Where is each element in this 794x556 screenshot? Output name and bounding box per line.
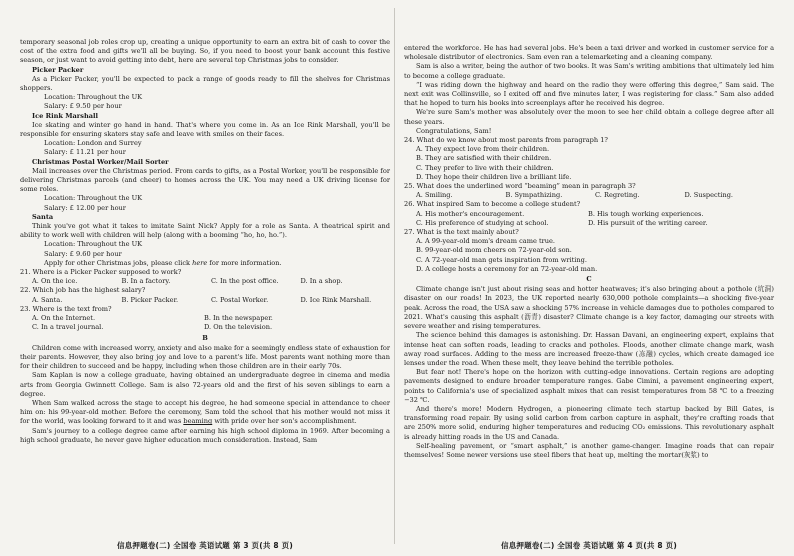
job-description: As a Picker Packer, you'll be expected to pack a range of goods ready to fill the shelves for Christmas shoppers.: [20, 74, 390, 93]
question-22: 22. Which job has the highest salary?: [20, 286, 146, 295]
option: B. In the newspaper.: [204, 314, 273, 323]
options-22: [20, 296, 390, 305]
option: B. His tough working experiences.: [588, 209, 704, 218]
option: D. On the television.: [204, 323, 273, 332]
job-salary: Salary: £ 11.21 per hour: [44, 148, 126, 157]
options-23-row2: [20, 323, 390, 332]
passage-c-paragraph-5: Self-healing pavement, or “smart asphalt,” is another game-changer. Imagine roads that can repair themselves! Some newer versions use steel fibers that heat up, melting the mortar(灰浆) to: [404, 441, 774, 459]
right-page: [404, 0, 774, 556]
passage-b-paragraph-6: “I was riding down the highway and heard on the radio they were offering this degree,” Sam said. The next exit was Collinsville, so I exited off and five minutes later, I was registering for class.” Sam also added that he hoped to turn his books into screenplays after he received his degree.: [404, 80, 774, 108]
passage-b-paragraph-3: [20, 399, 390, 427]
question-25: 25. What does the underlined word “beaming” mean in paragraph 3?: [404, 182, 636, 191]
passage-b-paragraph-2: Sam Kaplan is now a college graduate, having obtained an undergraduate degree in cinema and media arts from Georgia Gwinnett College. Sam is also 72-years old and the first of his seven siblings to earn a degree.: [20, 371, 390, 398]
option: B. Picker Packer.: [121, 295, 179, 304]
options-26-row2: [404, 219, 774, 228]
job-location: Location: London and Surrey: [44, 139, 142, 148]
apply-link[interactable]: here: [192, 258, 208, 267]
option: D. In a shop.: [300, 277, 343, 286]
option: C. Postal Worker.: [211, 295, 269, 304]
apply-line: [20, 259, 390, 268]
text-run: When Sam walked across the stage to accept his degree, he had someone special in attendance to cheer him on: his 99-year-old mother. Before the ceremony, Sam told the school that his mother would not miss it for the world, was looking forward to it and was: [20, 398, 390, 426]
job-location: Location: Throughout the UK: [44, 240, 143, 249]
job-title: Ice Rink Marshall: [32, 111, 99, 120]
page-footer: 信息押题卷(二) 全国卷 英语试题 第 3 页(共 8 页): [117, 540, 293, 550]
section-b-title: B: [202, 333, 208, 342]
text-run: worry, anxiety and also make for a seemingly endless state of exhaustion for their parents. However, they also bring joy and love to a parent's life. Most parents want nothing more than for their children to succeed and be happy, including when those children are in their early 70s.: [20, 343, 391, 371]
option: A. Smiling.: [416, 191, 453, 200]
options-23-row1: [20, 314, 390, 323]
options-26-row1: [404, 210, 774, 219]
passage-b-paragraph-1: [20, 344, 390, 372]
question-27: 27. What is the text mainly about?: [404, 228, 519, 237]
option: C. In the post office.: [211, 277, 279, 286]
passage-b-paragraph-4: Sam's journey to a college degree came after earning his high school diploma in 1969. After becoming a high school graduate, he never gave higher education much consideration. Instead, Sam: [20, 426, 390, 444]
page-divider: [394, 8, 395, 544]
question-21: 21. Where is a Picker Packer supposed to work?: [20, 268, 182, 277]
option: B. 99-year-old mom cheers on 72-year-old son.: [416, 246, 572, 255]
passage-b-paragraph-7: We're sure Sam's mother was absolutely over the moon to see her child obtain a college degree after all these years.: [404, 108, 774, 126]
passage-c-paragraph-2: The science behind this damages is astonishing. Dr. Hassan Davani, an engineering expert, explains that intense heat can soften roads, leading to cracks and potholes. Floods, another climate change mark, wash away road surfaces. Adding to the mess are increased freeze-thaw (冻融) cycles, which create damaged ice lenses under the road. When these melt, they leave behind the terrible potholes.: [404, 331, 774, 367]
job-location: Location: Throughout the UK: [44, 93, 143, 102]
job-title: Santa: [32, 212, 54, 221]
passage-c-paragraph-4: And there's more! Modern Hydrogen, a pioneering climate tech startup backed by Bill Gates, is transforming road repair. By using solid carbon from carbon capture in asphalt, they're crafting roads that are 250% more solid, enduring higher temperatures and reducing CO₂ emissions. This revolutionary asphalt is already hitting roads in the US and Canada.: [404, 404, 774, 441]
option: C. They prefer to live with their children.: [416, 163, 554, 172]
options-21: [20, 277, 390, 286]
passage-c-paragraph-3: But fear not! There's hope on the horizon with cutting-edge innovations. Certain regions are adopting pavements designed to endure broader temperature ranges. Gabe Cimini, a pavement engineering expert, points to California's use of specialized asphalt mixes that can resist temperatures from 58 ℃ to a freezing −32 ℃.: [404, 368, 774, 404]
option: D. They hope their children live a brilliant life.: [416, 172, 572, 181]
job-description: Mail increases over the Christmas period. From cards to gifts, as a Postal Worker, you'll be responsible for delivering Christmas parcels (and cheer) to homes across the UK. You may need a UK driving license for some roles.: [20, 166, 390, 194]
apply-prefix: Apply for other Christmas jobs, please click: [44, 258, 193, 267]
option: A. Santa.: [32, 295, 63, 304]
option: B. They are satisfied with their children.: [416, 154, 552, 163]
section-c-title: C: [586, 275, 592, 284]
option: D. A college hosts a ceremony for an 72-year-old man.: [416, 264, 598, 273]
option: C. In a travel journal.: [32, 323, 104, 332]
underlined-word: beaming: [183, 417, 213, 426]
option: D. His pursuit of the writing career.: [588, 218, 708, 227]
apply-suffix: for more information.: [207, 258, 282, 267]
job-salary: Salary: £ 12.00 per hour: [44, 203, 126, 212]
option: C. A 72-year-old man gets inspiration from writing.: [416, 255, 587, 264]
option: B. Sympathizing.: [505, 191, 563, 200]
option: C. His preference of studying at school.: [416, 218, 549, 227]
passage-b-paragraph-8: Congratulations, Sam!: [416, 126, 492, 135]
job-salary: Salary: £ 9.60 per hour: [44, 249, 122, 258]
passage-b-paragraph-5: Sam is also a writer, being the author of two books. It was Sam's writing ambitions that ultimately led him to become a college graduate.: [404, 62, 774, 80]
text-run: Children come with increased: [32, 343, 133, 352]
job-description: Ice skating and winter go hand in hand. That's where you come in. As an Ice Rink Marshall, you'll be responsible for ensuring skaters stay safe and leave with smiles on their faces.: [20, 120, 390, 139]
option: A. They expect love from their children.: [416, 145, 550, 154]
job-title: Picker Packer: [32, 65, 84, 74]
job-description: Think you've got what it takes to imitate Saint Nick? Apply for a role as Santa. A theatrical spirit and ability to work well with children will help (along with a booming “ho, ho, ho.”).: [20, 222, 390, 240]
option: B. In a factory.: [121, 277, 171, 286]
option: D. Ice Rink Marshall.: [300, 295, 372, 304]
job-location: Location: Throughout the UK: [44, 194, 143, 203]
job-title: Christmas Postal Worker/Mail Sorter: [32, 157, 169, 166]
text-run: with pride over her son's accomplishment.: [212, 417, 357, 426]
left-page: [20, 0, 390, 556]
page-footer: 信息押题卷(二) 全国卷 英语试题 第 4 页(共 8 页): [501, 540, 677, 550]
job-salary: Salary: £ 9.50 per hour: [44, 102, 122, 111]
intro-paragraph: temporary seasonal job roles crop up, creating a unique opportunity to earn an extra bit of cash to cover the cost of the extra food and gifts we'll all be buying. So, if you need to boost your bank account this festive season, or just want to avoid getting into debt, here are several top Christmas jobs to consider.: [20, 38, 390, 65]
question-24: 24. What do we know about most parents from paragraph 1?: [404, 136, 608, 145]
option: D. Suspecting.: [684, 191, 734, 200]
right-page-content: [404, 44, 774, 460]
options-25: [404, 191, 774, 200]
question-26: 26. What inspired Sam to become a college student?: [404, 200, 581, 209]
question-23: 23. Where is the text from?: [20, 304, 112, 313]
left-page-content: [20, 38, 390, 445]
option: A. On the ice.: [32, 277, 78, 286]
option: C. Regreting.: [595, 191, 640, 200]
option: A. His mother's encouragement.: [416, 209, 525, 218]
option: A. On the Internet.: [32, 314, 96, 323]
passage-b-continued: entered the workforce. He has had several jobs. He's been a taxi driver and worked in customer service for a wholesale distributor of electronics. Sam even ran a telemarketing and a cleaning company.: [404, 44, 774, 62]
passage-c-paragraph-1: Climate change isn't just about rising seas and hotter heatwaves; it's also bringing about a pothole (坑洞) disaster on our roads! In 2023, the UK reported nearly 630,000 pothole complaints—a shocking five-year peak. Across the road, the USA saw a shocking 57% increase in vehicle damages due to potholes compared to 2021. What's causing this asphalt (沥青) disaster? Climate change is a key factor, damaging our streets with severe weather and rising temperatures.: [404, 285, 774, 331]
option: A. A 99-year-old mom's dream came true.: [416, 237, 556, 246]
